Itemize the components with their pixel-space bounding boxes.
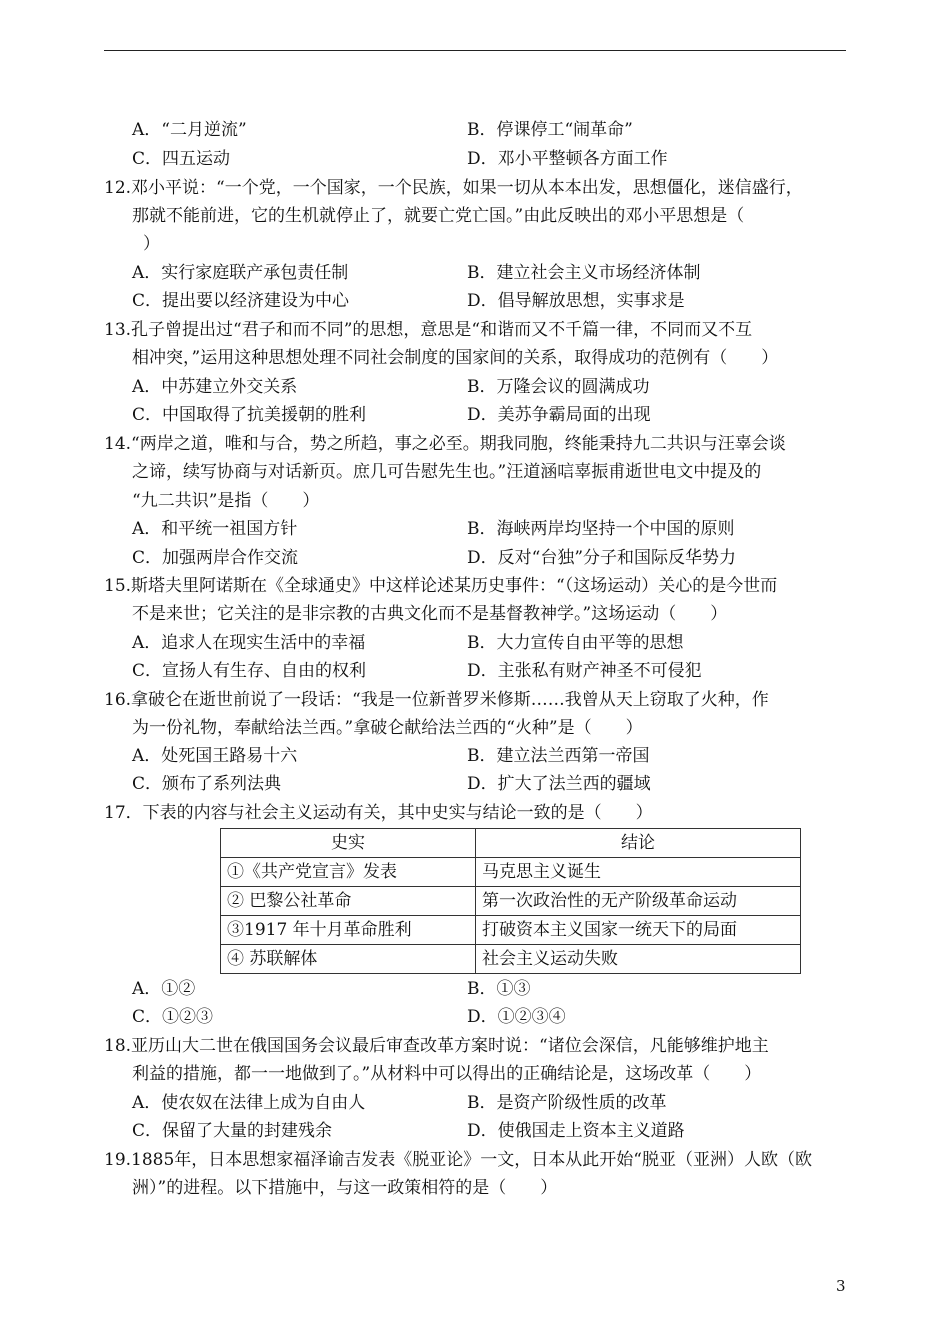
q13-stem-line1: 13.孔子曾提出过“君子和而不同”的思想，意思是“和谐而又不千篇一律，不同而又不互 bbox=[104, 320, 753, 340]
q13-option-c: C．中国取得了抗美援朝的胜利 bbox=[132, 405, 367, 425]
q14-option-a: A．和平统一祖国方针 bbox=[132, 519, 298, 539]
header-rule bbox=[104, 50, 846, 51]
q15-option-b: B．大力宣传自由平等的思想 bbox=[467, 633, 684, 653]
q14-stem-line3: “九二共识”是指（ ） bbox=[132, 491, 320, 511]
q12-option-d: D．倡导解放思想，实事求是 bbox=[467, 291, 685, 311]
q19-stem-line2: 洲）”的进程。以下措施中，与这一政策相符的是（ ） bbox=[132, 1178, 558, 1198]
q18-option-c: C．保留了大量的封建残余 bbox=[132, 1121, 333, 1141]
table-row bbox=[221, 887, 801, 916]
q11-option-b: B．停课停工“闹革命” bbox=[467, 120, 633, 140]
q14-option-d: D．反对“台独”分子和国际反华势力 bbox=[467, 548, 737, 568]
q18-option-a: A．使农奴在法律上成为自由人 bbox=[132, 1093, 366, 1113]
q12-stem-line1: 12.邓小平说：“一个党，一个国家，一个民族，如果一切从本本出发，思想僵化，迷信盛行， bbox=[104, 178, 803, 198]
table-cell: 社会主义运动失败 bbox=[476, 945, 801, 974]
q18-option-d: D．使俄国走上资本主义道路 bbox=[467, 1121, 685, 1141]
table-header-row bbox=[221, 829, 801, 858]
table-cell: ③1917 年十月革命胜利 bbox=[221, 916, 476, 945]
table-cell: 马克思主义诞生 bbox=[476, 858, 801, 887]
q13-stem-line2: 相冲突，”运用这种思想处理不同社会制度的国家间的关系，取得成功的范例有（ ） bbox=[132, 348, 779, 368]
q12-option-c: C．提出要以经济建设为中心 bbox=[132, 291, 350, 311]
q18-stem-line2: 利益的措施，都一一地做到了。”从材料中可以得出的正确结论是，这场改革（ ） bbox=[132, 1064, 762, 1084]
table-cell: 打破资本主义国家一统天下的局面 bbox=[476, 916, 801, 945]
q13-option-d: D．美苏争霸局面的出现 bbox=[467, 405, 651, 425]
q16-stem-line2: 为一份礼物，奉献给法兰西。”拿破仑献给法兰西的“火种”是（ ） bbox=[132, 718, 643, 738]
table-cell: ② 巴黎公社革命 bbox=[221, 887, 476, 916]
q18-option-b: B．是资产阶级性质的改革 bbox=[467, 1093, 667, 1113]
q17-stem: 17．下表的内容与社会主义运动有关，其中史实与结论一致的是（ ） bbox=[104, 803, 653, 823]
q16-stem-line1: 16.拿破仑在逝世前说了一段话：“我是一位新普罗米修斯……我曾从天上窃取了火种，作 bbox=[104, 690, 769, 710]
q17-option-a: A．①② bbox=[132, 979, 196, 999]
q13-option-a: A．中苏建立外交关系 bbox=[132, 377, 298, 397]
q16-option-c: C．颁布了系列法典 bbox=[132, 774, 282, 794]
q16-option-a: A．处死国王路易十六 bbox=[132, 746, 298, 766]
q15-option-d: D．主张私有财产神圣不可侵犯 bbox=[467, 661, 702, 681]
table-row bbox=[221, 916, 801, 945]
q18-stem-line1: 18.亚历山大二世在俄国国务会议最后审查改革方案时说：“诸位会深信，凡能够维护地主 bbox=[104, 1036, 769, 1056]
q13-option-b: B．万隆会议的圆满成功 bbox=[467, 377, 650, 397]
q11-option-d: D．邓小平整顿各方面工作 bbox=[467, 149, 668, 169]
q17-option-d: D．①②③④ bbox=[467, 1007, 566, 1027]
table-row bbox=[221, 945, 801, 974]
q14-option-c: C．加强两岸合作交流 bbox=[132, 548, 299, 568]
table-cell: ①《共产党宣言》发表 bbox=[221, 858, 476, 887]
table-row bbox=[221, 858, 801, 887]
q16-option-d: D．扩大了法兰西的疆域 bbox=[467, 774, 651, 794]
q12-stem-line3: ） bbox=[143, 234, 160, 254]
q16-option-b: B．建立法兰西第一帝国 bbox=[467, 746, 650, 766]
q19-stem-line1: 19.1885年，日本思想家福泽谕吉发表《脱亚论》一文，日本从此开始“脱亚（亚洲）人欧（欧 bbox=[104, 1150, 812, 1170]
q15-stem-line2: 不是来世；它关注的是非宗教的古典文化而不是基督教神学。”这场运动（ ） bbox=[132, 604, 728, 624]
q14-stem-line2: 之谛，续写协商与对话新页。庶几可告慰先生也。”汪道涵唁辜振甫逝世电文中提及的 bbox=[132, 462, 762, 482]
q17-option-c: C．①②③ bbox=[132, 1007, 214, 1027]
table-header-conclusion: 结论 bbox=[476, 829, 801, 858]
q14-stem-line1: 14.“两岸之道，唯和与合，势之所趋，事之必至。期我同胞，终能秉持九二共识与汪辜会谈 bbox=[104, 434, 786, 454]
q12-option-b: B．建立社会主义市场经济体制 bbox=[467, 263, 701, 283]
q15-option-c: C．宣扬人有生存、自由的权利 bbox=[132, 661, 367, 681]
q11-option-c: C．四五运动 bbox=[132, 149, 231, 169]
history-table bbox=[220, 828, 801, 974]
page-number: 3 bbox=[836, 1277, 846, 1295]
table-header-facts: 史实 bbox=[221, 829, 476, 858]
q15-stem-line1: 15.斯塔夫里阿诺斯在《全球通史》中这样论述某历史事件：“（这场运动）关心的是今世而 bbox=[104, 576, 778, 596]
q12-stem-line2: 那就不能前进，它的生机就停止了，就要亡党亡国。”由此反映出的邓小平思想是（ bbox=[132, 206, 745, 226]
table-cell: 第一次政治性的无产阶级革命运动 bbox=[476, 887, 801, 916]
q14-option-b: B．海峡两岸均坚持一个中国的原则 bbox=[467, 519, 735, 539]
q15-option-a: A．追求人在现实生活中的幸福 bbox=[132, 633, 366, 653]
q11-option-a: A．“二月逆流” bbox=[132, 120, 247, 140]
table-cell: ④ 苏联解体 bbox=[221, 945, 476, 974]
q12-option-a: A．实行家庭联产承包责任制 bbox=[132, 263, 349, 283]
q17-option-b: B．①③ bbox=[467, 979, 531, 999]
